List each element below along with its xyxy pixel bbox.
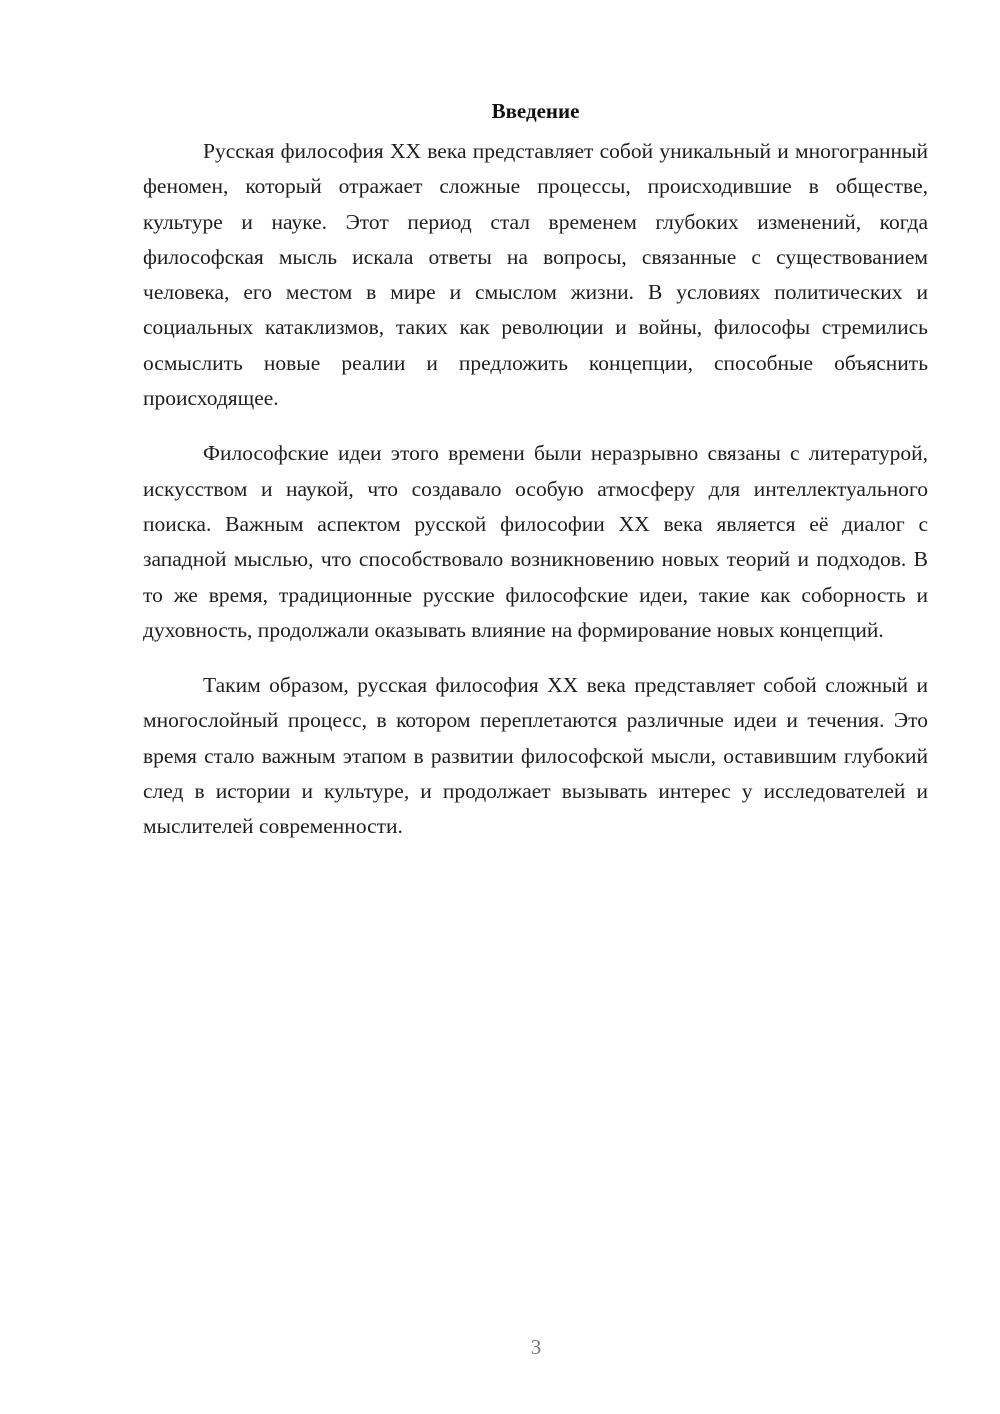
paragraph-1: Русская философия XX века представляет собой уникальный и многогранный феномен, который отражает сложные процессы, происходившие в обществе, культуре и науке. Этот период стал временем глубоких изменений, когда философская мысль искала ответы на вопросы, связанные с существованием человека, его местом в мире и смыслом жизни. В условиях политических и социальных катаклизмов, таких как революции и войны, философы стремились осмыслить новые реалии и предложить концепции, способные объяснить происходящее. — [143, 139, 928, 411]
section-title: Введение — [491, 99, 580, 123]
paragraph-2: Философские идеи этого времени были неразрывно связаны с литературой, искусством и наукой, что создавало особую атмосферу для интеллектуального поиска. Важным аспектом русской философии XX века является её диалог с западной мыслью, что способствовало возникновению новых теорий и подходов. В то же время, традиционные русские философские идеи, такие как соборность и духовность, продолжали оказывать влияние на формирование новых концепций. — [143, 441, 928, 642]
page-content — [143, 96, 928, 845]
page-number: 3 — [530, 1335, 542, 1359]
paragraph-3: Таким образом, русская философия XX века представляет собой сложный и многослойный процесс, в котором переплетаются различные идеи и течения. Это время стало важным этапом в развитии философской мысли, оставившим глубокий след в истории и культуре, и продолжает вызывать интерес у исследователей и мыслителей современности. — [143, 673, 928, 839]
